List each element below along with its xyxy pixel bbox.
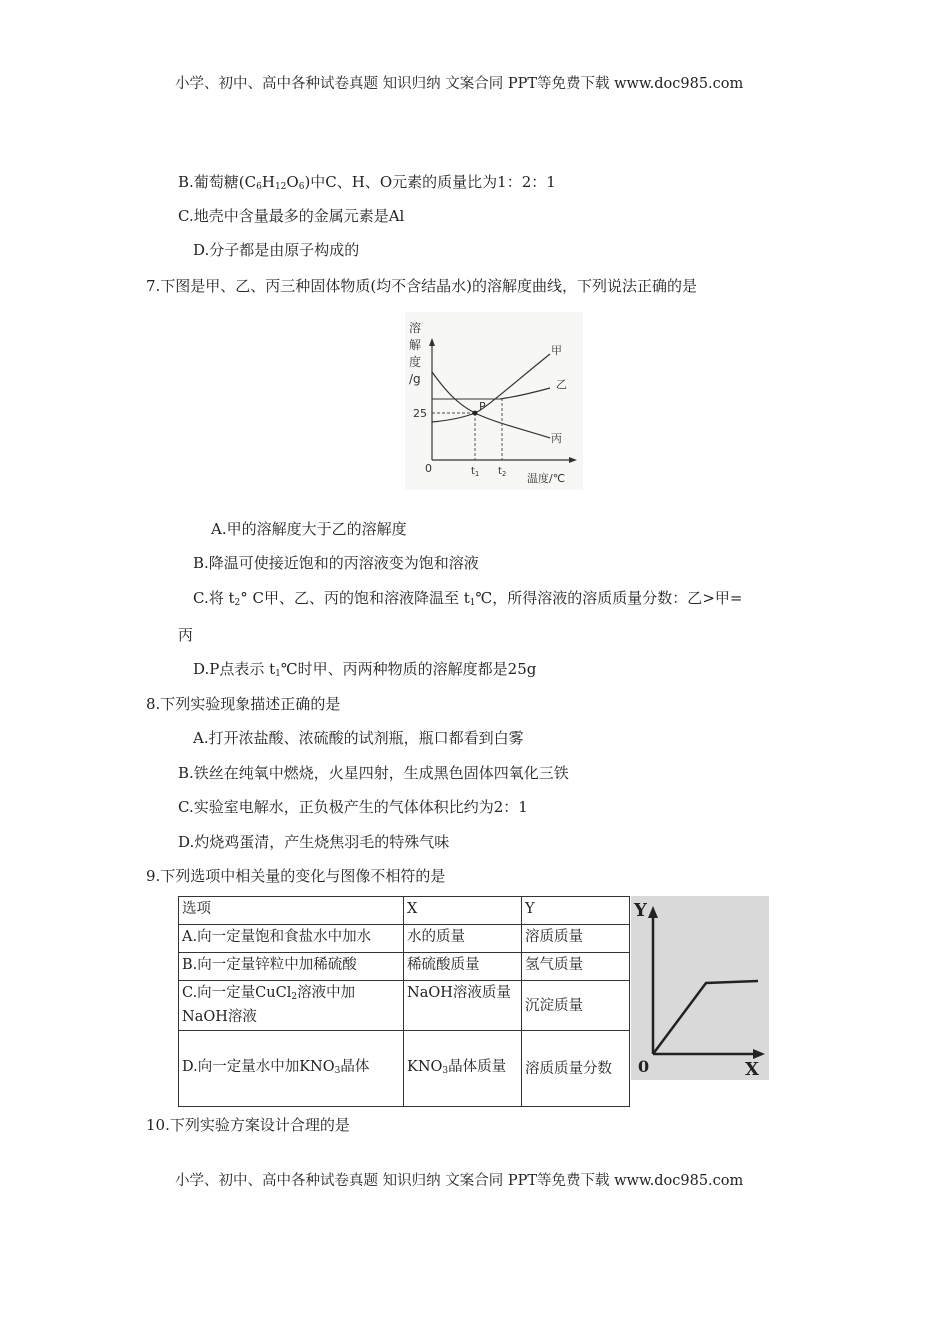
row-c-x: NaOH溶液质量: [404, 981, 522, 1031]
row-d-x: $KNO_3$晶体质量: [404, 1031, 522, 1107]
page-footer: 小学、初中、高中各种试卷真题 知识归纳 文案合同 PPT等免费下载 www.doc985.com: [175, 1173, 744, 1189]
q8-option-c: C.实验室电解水，正负极产生的气体体积比约为2：1: [178, 798, 528, 816]
ylabel-char-1: 溶: [409, 321, 422, 335]
q7-option-a: A.甲的溶解度大于乙的溶解度: [211, 520, 407, 538]
row-b-option: B.向一定量锌粒中加稀硫酸: [179, 953, 404, 981]
row-d-y: 溶质质量分数: [522, 1031, 630, 1107]
y-tick-25: 25: [413, 407, 427, 420]
row-b-x: 稀硫酸质量: [404, 953, 522, 981]
ylabel-char-2: 解: [409, 338, 422, 352]
ylabel-char-3: 度: [409, 355, 422, 369]
x-tick-t2: $t_2$: [498, 466, 507, 478]
q8-stem: 8.下列实验现象描述正确的是: [146, 695, 341, 713]
row-c-option: C.向一定量CuCl$_2$溶液中加 NaOH溶液: [179, 981, 404, 1031]
row-b-y: 氢气质量: [522, 953, 630, 981]
q9-graph: [631, 896, 769, 1080]
q7-option-c: C.将 $t_2^\circ$ C甲、乙、丙的饱和溶液降温至 $t_1℃$，所得溶液的溶质质量分数：乙>甲=: [193, 589, 743, 608]
series-label-bing: 丙: [551, 432, 562, 445]
q7-option-c-continued: 丙: [178, 626, 194, 644]
q7-option-d: D.P点表示 $t_1℃$时甲、丙两种物质的溶解度都是25g: [193, 660, 537, 679]
solubility-curve-figure: [405, 312, 583, 490]
header-y: Y: [522, 897, 630, 925]
q10-stem: 10.下列实验方案设计合理的是: [146, 1116, 350, 1134]
x-tick-t1: $t_1$: [471, 466, 480, 478]
point-p: [473, 411, 478, 416]
table-row: [179, 925, 630, 953]
series-label-jia: 甲: [551, 344, 562, 357]
x-axis-label: 温度/℃: [527, 472, 566, 485]
origin-label: 0: [425, 462, 432, 475]
header-x: X: [404, 897, 522, 925]
q6-option-d: D.分子都是由原子构成的: [193, 241, 360, 259]
q7-option-b: B.降温可使接近饱和的丙溶液变为饱和溶液: [193, 554, 479, 572]
q8-option-b: B.铁丝在纯氧中燃烧，火星四射，生成黑色固体四氧化三铁: [178, 764, 569, 782]
row-d-option: D.向一定量水中加$KNO_3$晶体: [179, 1031, 404, 1107]
q7-stem: 7.下图是甲、乙、丙三种固体物质(均不含结晶水)的溶解度曲线，下列说法正确的是: [146, 277, 698, 295]
row-c-y: 沉淀质量: [522, 981, 630, 1031]
ylabel-char-4: /g: [409, 372, 421, 386]
header-option: 选项: [179, 897, 404, 925]
row-a-option: A.向一定量饱和食盐水中加水: [179, 925, 404, 953]
table-header-row: [179, 897, 630, 925]
row-a-x: 水的质量: [404, 925, 522, 953]
table-row: [179, 981, 630, 1031]
graph-x-label: X: [745, 1059, 759, 1080]
graph-y-label: Y: [634, 900, 647, 921]
q6-option-b: B.葡萄糖$(C_6H_{12}O_6)$中C、H、O元素的质量比为1：2：1: [178, 173, 556, 192]
row-a-y: 溶质质量: [522, 925, 630, 953]
point-p-label: P: [479, 400, 486, 413]
table-row: [179, 1031, 630, 1107]
q8-option-a: A.打开浓盐酸、浓硫酸的试剂瓶，瓶口都看到白雾: [193, 729, 524, 747]
series-label-yi: 乙: [556, 378, 567, 391]
table-row: [179, 953, 630, 981]
q6-option-c: C.地壳中含量最多的金属元素是Al: [178, 207, 405, 225]
page-header: 小学、初中、高中各种试卷真题 知识归纳 文案合同 PPT等免费下载 www.doc985.com: [175, 76, 744, 92]
q9-table: [178, 896, 630, 1107]
q9-stem: 9.下列选项中相关量的变化与图像不相符的是: [146, 867, 446, 885]
q8-option-d: D.灼烧鸡蛋清，产生烧焦羽毛的特殊气味: [178, 833, 450, 851]
graph-origin-label: 0: [638, 1057, 650, 1076]
